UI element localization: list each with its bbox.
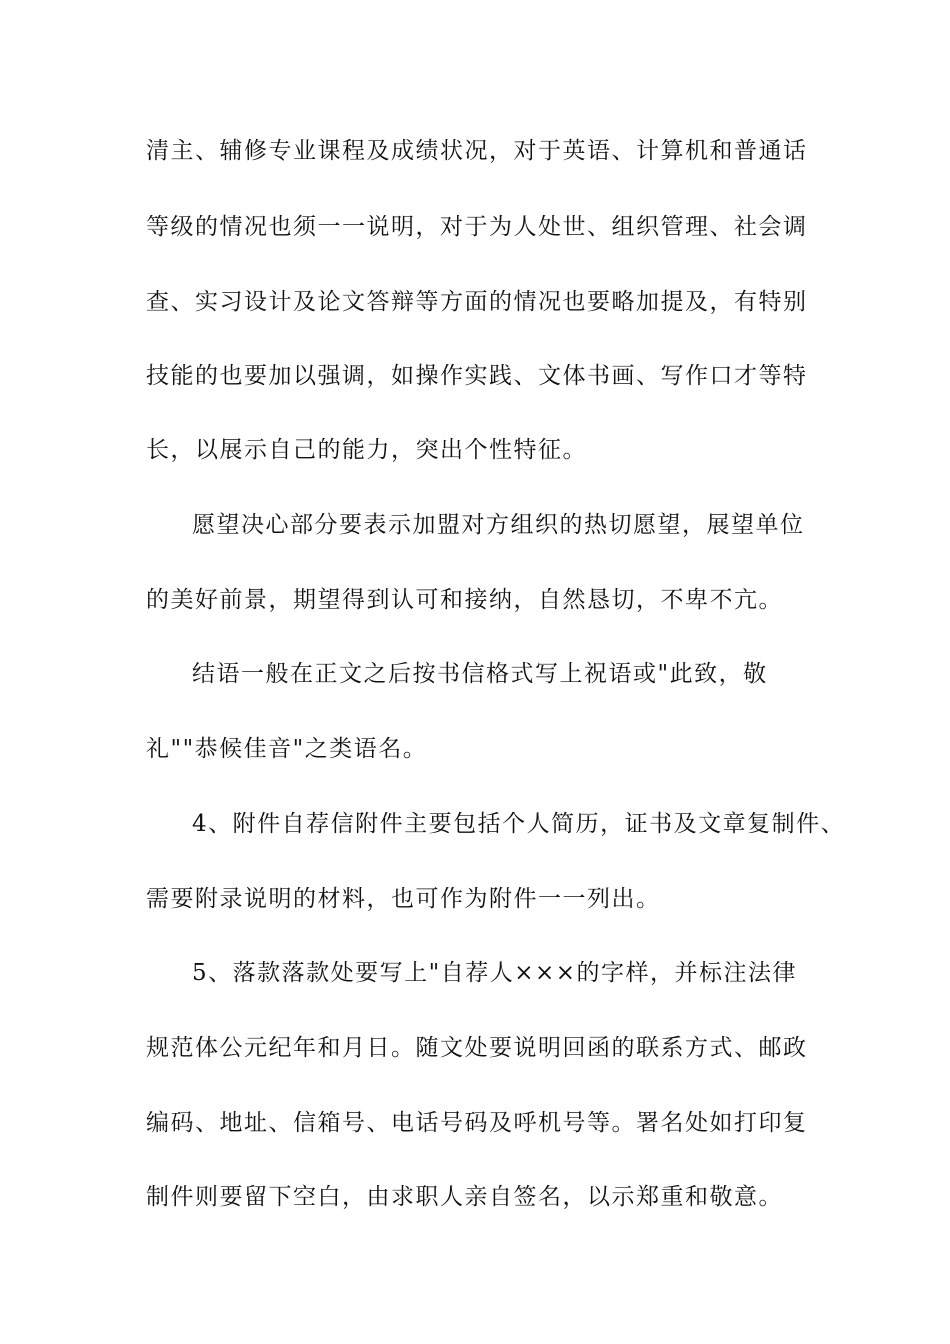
text-line: 5、落款落款处要写上"自荐人×××的字样，并标注法律 (192, 960, 798, 986)
text-line: 愿望决心部分要表示加盟对方组织的热切愿望，展望单位 (192, 512, 805, 538)
text-line: 制件则要留下空白，由求职人亲自签名，以示郑重和敬意。 (146, 1184, 783, 1210)
text-line: 技能的也要加以强调，如操作实践、文体书画、写作口才等特 (146, 363, 808, 389)
text-line: 4、附件自荐信附件主要包括个人简历，证书及文章复制件、 (192, 811, 846, 837)
text-line: 查、实习设计及论文答辩等方面的情况也要略加提及，有特别 (146, 289, 808, 315)
text-line: 规范体公元纪年和月日。随文处要说明回函的联系方式、邮政 (146, 1035, 808, 1061)
text-line: 结语一般在正文之后按书信格式写上祝语或"此致，敬 (192, 661, 768, 687)
text-line: 的美好前景，期望得到认可和接纳，自然恳切，不卑不亢。 (146, 587, 783, 613)
text-line: 需要附录说明的材料，也可作为附件一一列出。 (146, 886, 661, 912)
text-line: 礼""恭候佳音"之类语名。 (146, 736, 428, 762)
text-line: 等级的情况也须一一说明，对于为人处世、组织管理、社会调 (146, 214, 808, 240)
text-line: 编码、地址、信箱号、电话号码及呼机号等。署名处如打印复 (146, 1110, 808, 1136)
text-line: 清主、辅修专业课程及成绩状况，对于英语、计算机和普通话 (146, 138, 808, 164)
text-line: 长，以展示自己的能力，突出个性特征。 (146, 437, 587, 463)
